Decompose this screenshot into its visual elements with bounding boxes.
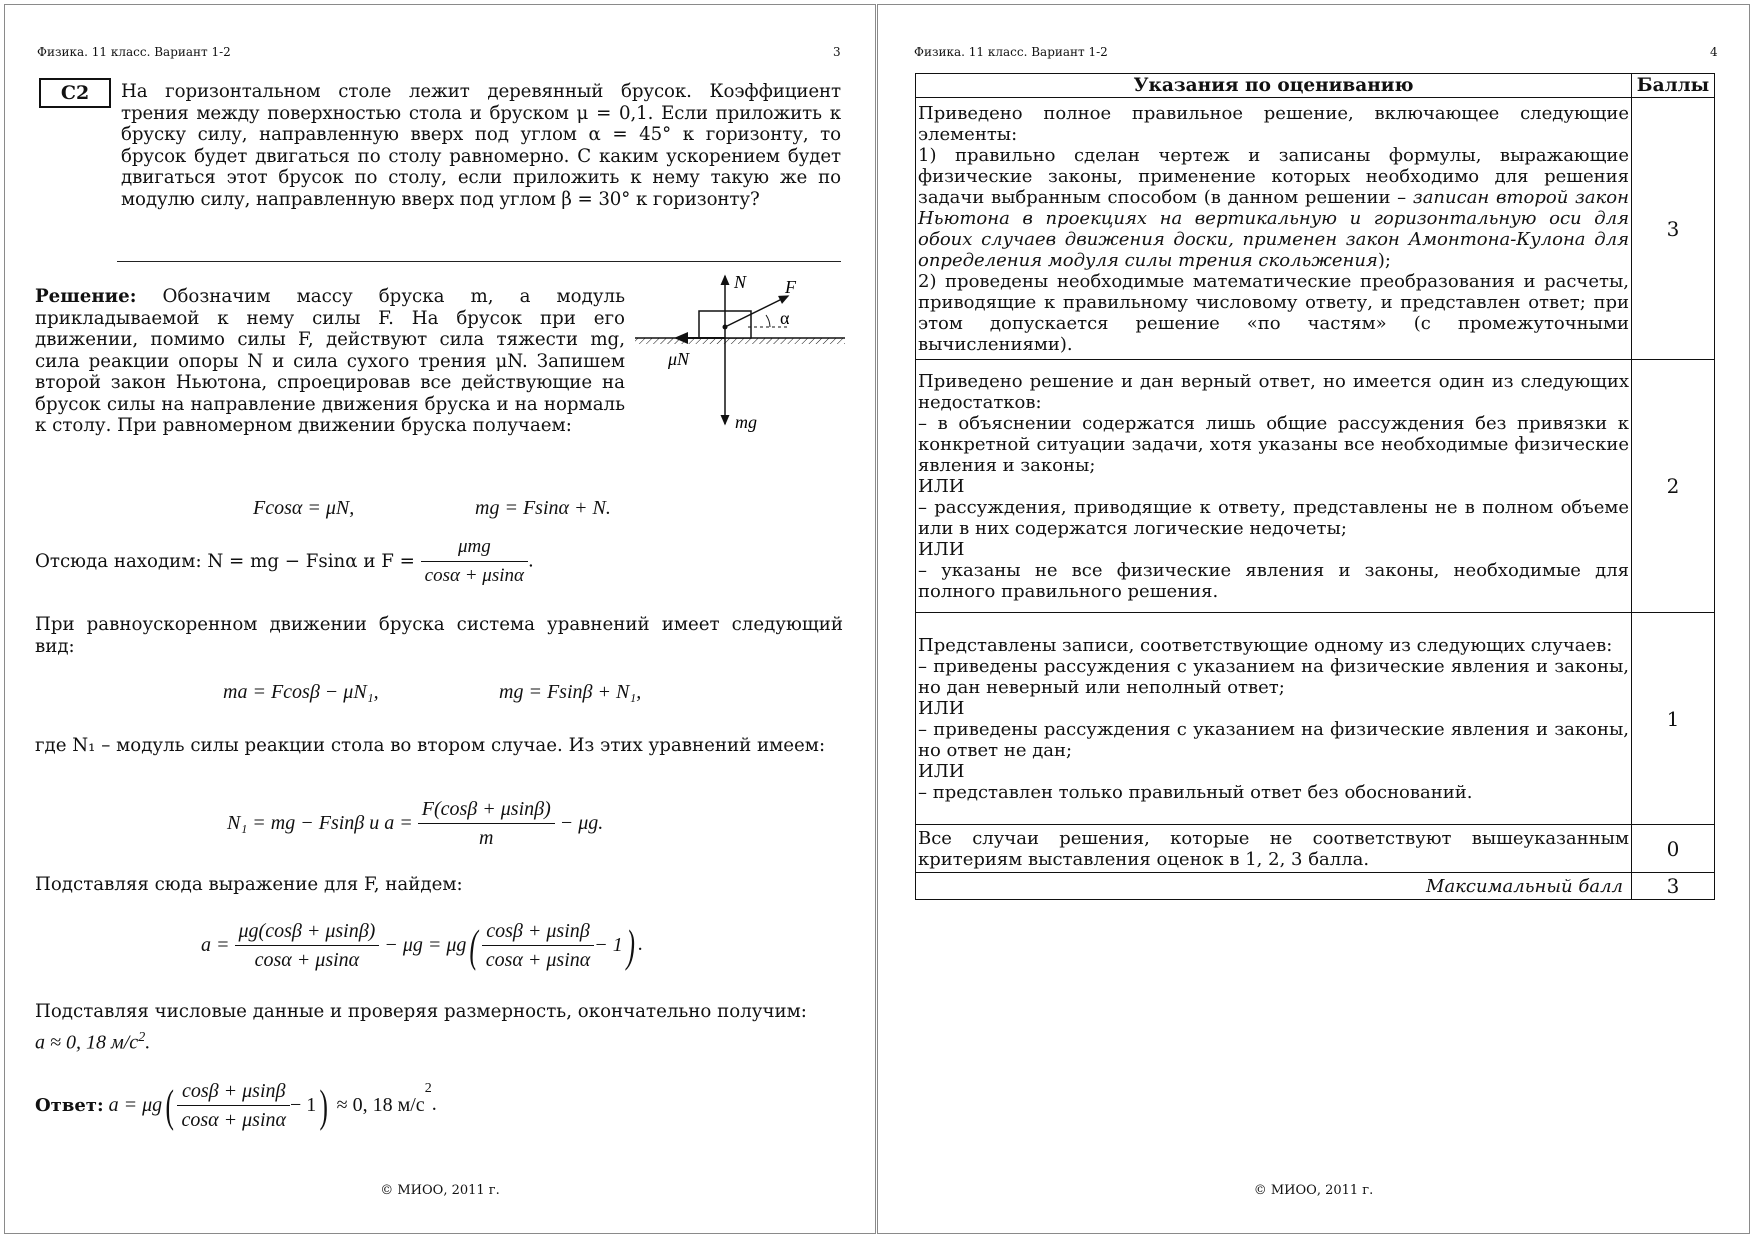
equation-3 xyxy=(227,795,603,852)
F-fraction-num: μmg xyxy=(421,533,528,562)
criteria-header: Указания по оцениванию xyxy=(916,74,1632,98)
eq4-a: a = xyxy=(201,934,230,956)
criteria-cell xyxy=(916,98,1632,360)
max-score-label: Максимальный балл xyxy=(916,873,1632,900)
label-F: F xyxy=(785,277,796,297)
criteria-cell xyxy=(916,825,1632,873)
grading-table xyxy=(915,73,1715,900)
criteria-cell xyxy=(916,613,1632,825)
page-header: Физика. 11 класс. Вариант 1-2 xyxy=(914,45,1108,59)
task-text: На горизонтальном столе лежит деревянный брусок. Коэффициент трения между поверхностью стола и бруском μ = 0,1. Если приложить к бруску силу, направленную вверх под углом α = 45° к горизонту, то брусок будет двигаться по столу равномерно. С каким ускорением будет двигаться этот брусок по столу, если приложить к нему такую же по модулю силу, направленную вверх под углом β = 30° к горизонту? xyxy=(121,81,841,210)
accel-text: При равноускоренном движении бруска система уравнений имеет следующий вид: xyxy=(35,614,843,657)
table-row xyxy=(916,360,1715,613)
score-cell: 3 xyxy=(1632,98,1715,360)
criteria-line: – рассуждения, приводящие к ответу, представлены не в полном объеме или в них содержатся логические недочеты; xyxy=(918,496,1629,539)
where-text: где N₁ – модуль силы реакции стола во втором случае. Из этих уравнений имеем: xyxy=(35,735,826,756)
force-diagram xyxy=(630,268,850,436)
criteria-line: Приведено полное правильное решение, включающее следующие элементы: xyxy=(918,102,1629,145)
criteria-line: ИЛИ xyxy=(918,538,965,560)
page-header: Физика. 11 класс. Вариант 1-2 xyxy=(37,45,231,59)
eq3-left: N₁ = mg − Fsinβ и a = xyxy=(227,812,413,834)
solution-paragraph xyxy=(35,286,625,437)
table-max-row xyxy=(916,873,1715,900)
table-surface xyxy=(635,338,845,344)
answer-post: − 1 xyxy=(290,1094,317,1116)
eq4-num2: cosβ + μsinβ xyxy=(482,917,595,946)
answer-den: cosα + μsinα xyxy=(181,1109,286,1131)
criteria-line: – представлен только правильный ответ без обоснований. xyxy=(918,781,1473,803)
equation-1b: mg = Fsinα + N. xyxy=(475,497,611,519)
task-label-box: C2 xyxy=(39,78,111,108)
eq3-fraction xyxy=(418,795,555,852)
eq4-fraction-2 xyxy=(482,917,595,974)
final-value-line: a ≈ 0, 18 $м/с^2$. xyxy=(35,1030,151,1054)
equation-2a: ma = Fcosβ − μN₁, xyxy=(223,681,379,703)
solution-label: Решение: xyxy=(35,286,137,307)
criteria-line: Приведено решение и дан верный ответ, но имеется один из следующих недостатков: xyxy=(918,370,1629,413)
max-score-value: 3 xyxy=(1632,873,1715,900)
criteria-line: ИЛИ xyxy=(918,760,965,782)
equation-2b: mg = Fsinβ + N₁, xyxy=(499,681,642,703)
score-header: Баллы xyxy=(1632,74,1715,98)
criteria-cell xyxy=(916,360,1632,613)
label-alpha: α xyxy=(780,308,790,328)
answer-num: cosβ + μsinβ xyxy=(177,1077,290,1106)
criteria-line: – приведены рассуждения с указанием на физические явления и законы, но дан неверный или неполный ответ; xyxy=(918,655,1629,698)
criteria-line: ИЛИ xyxy=(918,697,965,719)
criteria-line: Все случаи решения, которые не соответствуют вышеуказанным критериям выставления оценок в 1, 2, 3 балла. xyxy=(918,827,1629,870)
criteria-line: – в объяснении содержатся лишь общие рассуждения без привязки к конкретной ситуации задачи, хотя указаны все необходимые физические явления и законы; xyxy=(918,412,1629,476)
eq3-num: F(cosβ + μsinβ) xyxy=(418,795,555,824)
page-3 xyxy=(4,4,876,1234)
table-row xyxy=(916,825,1715,873)
criteria-line: ИЛИ xyxy=(918,475,965,497)
substitute-text: Подставляя сюда выражение для F, найдем: xyxy=(35,874,463,895)
answer-value: ≈ 0, 18 м/с xyxy=(336,1094,425,1116)
eq4-num1: μg(cosβ + μsinβ) xyxy=(235,917,380,946)
criteria-line: 1) правильно сделан чертеж и записаны формулы, выражающие физические законы, применение которых необходимо для решения задачи выбранным способом (в данном решении – записан второй закон Ньютона в проекциях на вертикальную и горизонтальную оси для обоих случаев движения доски, применен закон Амонтона-Кулона для определения модуля силы трения скольжения); xyxy=(918,144,1629,271)
table-row xyxy=(916,98,1715,360)
page-footer: © МИОО, 2011 г. xyxy=(380,1183,500,1198)
answer-line: Ответ: a = μg( $\frac{\cos\beta + \mu\sin\beta}{\cos\alpha + \mu\sin\alpha}$ − 1) ≈ 0, 18 $м/с^2$. xyxy=(35,1077,437,1134)
final-value: a ≈ 0, 18 м/с xyxy=(35,1031,139,1054)
criteria-line: – указаны не все физические явления и законы, необходимые для полного правильного решения. xyxy=(918,559,1629,602)
table-row xyxy=(916,613,1715,825)
label-mg: mg xyxy=(735,412,757,432)
equation-4: a = $\frac{\mu g(\cos\beta + \mu\sin\beta)}{\cos\alpha + \mu\sin\alpha}$ − μg = μg( $\frac{\cos\beta + \mu\sin\beta}{\cos\alpha + \mu\sin\alpha}$ − 1) . xyxy=(201,917,643,974)
answer-label: Ответ: xyxy=(35,1095,104,1116)
eq4-end: − 1 xyxy=(594,934,623,956)
score-cell: 1 xyxy=(1632,613,1715,825)
answer-fraction xyxy=(177,1077,290,1134)
solution-intro: Обозначим массу бруска m, а модуль прикладываемой к нему силы F. На брусок при его движении, помимо силы F, действуют сила тяжести mg, сила реакции опоры N и сила сухого трения μN. Запишем второй закон Ньютона, спроецировав все действующие на брусок силы на направление движения бруска и на нормаль к столу. При равномерном движении бруска получаем: xyxy=(35,286,625,436)
final-text: Подставляя числовые данные и проверяя размерность, окончательно получим: xyxy=(35,1001,807,1022)
from-here-line: Отсюда находим: N = mg − Fsinα и F = $\frac{\text{μmg}}{\cos\alpha + \mu\sin\alpha}$ . xyxy=(35,533,735,590)
F-fraction xyxy=(421,533,528,590)
equation-1a: Fcosα = μN, xyxy=(253,497,355,519)
eq3-right: − μg. xyxy=(559,812,604,834)
from-here-text: Отсюда находим: N = mg − Fsinα и F = xyxy=(35,550,415,572)
page-number: 3 xyxy=(833,45,841,59)
label-N: N xyxy=(734,272,747,292)
answer-pre: a = μg xyxy=(108,1094,163,1116)
eq4-den1: cosα + μsinα xyxy=(254,949,360,971)
page-footer: © МИОО, 2011 г. xyxy=(1253,1183,1374,1198)
page-number: 4 xyxy=(1710,45,1718,59)
eq4-fraction-1 xyxy=(235,917,380,974)
criteria-line: 2) проведены необходимые математические преобразования и расчеты, приводящие к правильному числовому ответу, и представлен ответ; при этом допускается решение «по частям» (с промежуточными вычислениями). xyxy=(918,270,1629,355)
criteria-line: – приведены рассуждения с указанием на физические явления и законы, но ответ не дан; xyxy=(918,718,1629,761)
table-header-row xyxy=(916,74,1715,98)
F-fraction-den: cosα + μsinα xyxy=(424,565,524,586)
label-muN: μN xyxy=(668,349,690,369)
score-cell: 0 xyxy=(1632,825,1715,873)
score-cell: 2 xyxy=(1632,360,1715,613)
eq4-mid: − μg = μg xyxy=(384,934,467,956)
criteria-line: Представлены записи, соответствующие одному из следующих случаев: xyxy=(918,634,1613,656)
separator-rule xyxy=(117,261,841,262)
eq3-den: m xyxy=(479,827,494,849)
eq4-den2: cosα + μsinα xyxy=(485,949,591,971)
